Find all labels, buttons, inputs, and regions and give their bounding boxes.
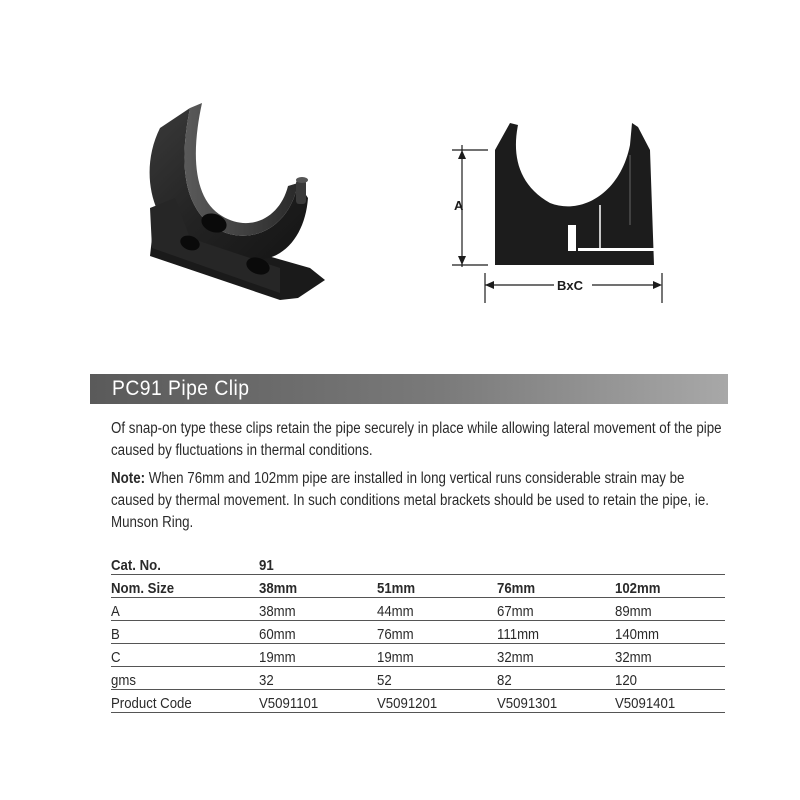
product-title: PC91 Pipe Clip bbox=[112, 377, 250, 400]
cell-value: 19mm bbox=[377, 649, 414, 666]
value-cell bbox=[497, 621, 615, 644]
cell-value: 60mm bbox=[259, 626, 296, 643]
value-cell bbox=[497, 667, 615, 690]
row-label: gms bbox=[111, 672, 136, 689]
cell-value: 140mm bbox=[615, 626, 660, 643]
value-cell bbox=[259, 690, 377, 713]
cell-value: 76mm bbox=[377, 626, 414, 643]
cell-value: 38mm bbox=[259, 603, 296, 620]
cell-value: 52 bbox=[377, 672, 392, 689]
value-cell bbox=[615, 575, 725, 598]
value-cell bbox=[259, 598, 377, 621]
table-row bbox=[111, 644, 725, 667]
value-cell bbox=[377, 621, 497, 644]
product-photo bbox=[130, 88, 340, 318]
cell-value: 67mm bbox=[497, 603, 534, 620]
row-label: B bbox=[111, 626, 120, 643]
value-cell bbox=[377, 690, 497, 713]
value-cell bbox=[615, 667, 725, 690]
cell-value: V5091301 bbox=[497, 695, 558, 712]
row-label: C bbox=[111, 649, 121, 666]
cell-value: 51mm bbox=[377, 580, 416, 597]
cell-value: 102mm bbox=[615, 580, 661, 597]
value-cell bbox=[615, 621, 725, 644]
table-row bbox=[111, 621, 725, 644]
row-label-cell bbox=[111, 598, 259, 621]
table-row bbox=[111, 575, 725, 598]
row-label-cell bbox=[111, 552, 259, 575]
product-title-bar bbox=[90, 374, 728, 404]
cell-value: 44mm bbox=[377, 603, 414, 620]
value-cell bbox=[259, 644, 377, 667]
description-paragraph: Of snap-on type these clips retain the pipe securely in place while allowing lateral movement of the pipe caused by fluctuations in thermal conditions. bbox=[111, 420, 722, 459]
value-cell bbox=[497, 690, 615, 713]
value-cell bbox=[377, 575, 497, 598]
value-cell bbox=[615, 552, 725, 575]
dimension-diagram bbox=[440, 115, 670, 315]
row-label-cell bbox=[111, 690, 259, 713]
cell-value: 120 bbox=[615, 672, 638, 689]
row-label-cell bbox=[111, 575, 259, 598]
value-cell bbox=[259, 667, 377, 690]
note-label: Note: bbox=[111, 470, 146, 487]
cell-value: 32mm bbox=[615, 649, 652, 666]
note-text: When 76mm and 102mm pipe are installed in long vertical runs considerable strain may be caused by thermal movement. In such conditions metal brackets should be used to retain the pipe, ie. Munson Ring. bbox=[111, 470, 709, 531]
row-label: A bbox=[111, 603, 120, 620]
table-row bbox=[111, 598, 725, 621]
value-cell bbox=[497, 575, 615, 598]
cell-value: V5091101 bbox=[259, 695, 319, 712]
cell-value: 38mm bbox=[259, 580, 298, 597]
cell-value: 82 bbox=[497, 672, 512, 689]
row-label-cell bbox=[111, 644, 259, 667]
table-row bbox=[111, 667, 725, 690]
cell-value: 76mm bbox=[497, 580, 536, 597]
table-row bbox=[111, 690, 725, 713]
cell-value: 32 bbox=[259, 672, 274, 689]
dimension-label-a: A bbox=[454, 198, 464, 213]
value-cell bbox=[615, 690, 725, 713]
cell-value: 19mm bbox=[259, 649, 296, 666]
note-paragraph bbox=[111, 468, 730, 534]
row-label-cell bbox=[111, 667, 259, 690]
dimension-label-bxc: BxC bbox=[557, 278, 584, 293]
value-cell bbox=[377, 552, 497, 575]
value-cell bbox=[497, 598, 615, 621]
value-cell bbox=[497, 552, 615, 575]
value-cell bbox=[615, 598, 725, 621]
spec-table bbox=[111, 552, 725, 713]
row-label: Nom. Size bbox=[111, 580, 175, 597]
value-cell bbox=[377, 667, 497, 690]
value-cell bbox=[377, 598, 497, 621]
pipe-clip-photo-image bbox=[130, 88, 340, 318]
cell-value: V5091201 bbox=[377, 695, 438, 712]
table-row bbox=[111, 552, 725, 575]
cell-value: 111mm bbox=[497, 626, 540, 643]
cell-value: 89mm bbox=[615, 603, 652, 620]
value-cell bbox=[259, 552, 377, 575]
value-cell bbox=[259, 621, 377, 644]
row-label: Product Code bbox=[111, 695, 192, 712]
cell-value: V5091401 bbox=[615, 695, 676, 712]
row-label: Cat. No. bbox=[111, 557, 161, 574]
cell-value: 91 bbox=[259, 557, 274, 574]
cell-value: 32mm bbox=[497, 649, 534, 666]
value-cell bbox=[377, 644, 497, 667]
value-cell bbox=[497, 644, 615, 667]
value-cell bbox=[615, 644, 725, 667]
value-cell bbox=[259, 575, 377, 598]
row-label-cell bbox=[111, 621, 259, 644]
pipe-clip-drawing bbox=[440, 115, 670, 315]
